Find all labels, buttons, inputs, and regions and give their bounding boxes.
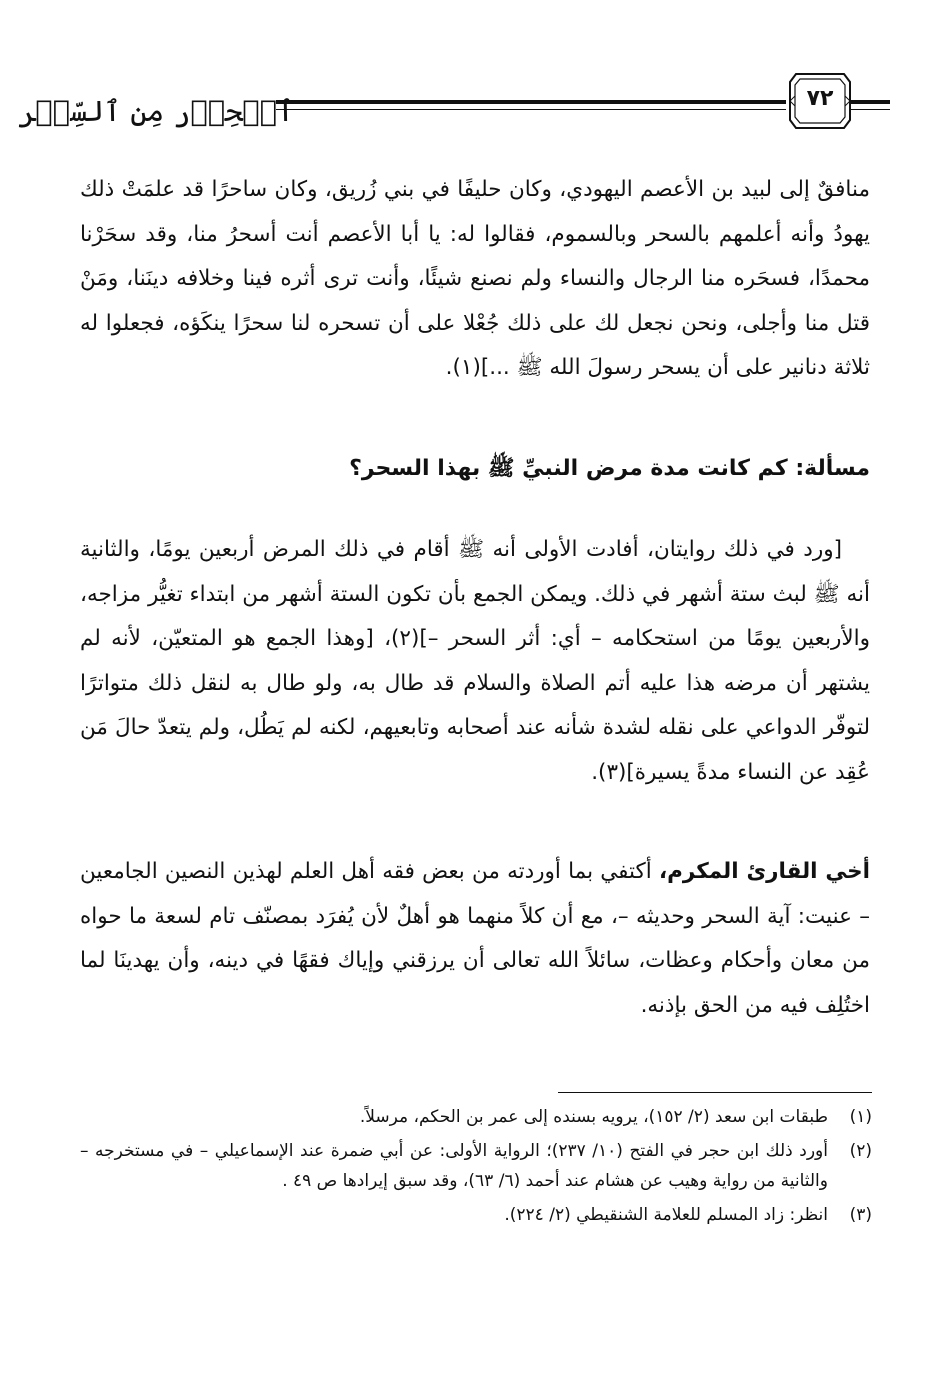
paragraph-1: منافقٌ إلى لبيد بن الأعصم اليهودي، وكان حليفًا في بني زُريق، وكان ساحرًا قد علمَتْ ذلك يهودُ وأنه أعلمهم بالسحر وبالسموم، فقالوا له: يا أبا الأعصم أنت أسحرُ منا، وقد سحَرْنا محمدًا، فسحَره منا الرجال والنساء ولم نصنع شيئًا، وأنت ترى أثره فينا وخلافه دينَنا، ومَنْ قتل منا وأجلى، ونحن نجعل لك على ذلك جُعْلا على أن تسحره لنا سحرًا ينكَؤه، فجعلوا له ثلاثة دنانير على أن يسحر رسولَ الله ﷺ ...](١). xyxy=(80,177,870,380)
footnote-text: انظر: زاد المسلم للعلامة الشنقيطي (٢/ ٢٢٤). xyxy=(504,1205,828,1225)
footnote-text: أورد ذلك ابن حجر في الفتح (١٠/ ٢٣٧)؛ الرواية الأولى: عن أبي ضمرة عند الإسماعيلي – في مستخرجه – والثانية من رواية وهيب عن هشام عند أحمد (٦/ ٦٣)، وقد سبق إيرادها ص ٤٩ . xyxy=(80,1141,828,1191)
page-number: ٧٢ xyxy=(806,86,834,111)
footnote-separator xyxy=(558,1092,872,1093)
footnote-2 xyxy=(80,1136,872,1196)
paragraph-3-text: أكتفي بما أوردته من بعض فقه أهل العلم لهذين النصين الجامعين – عنيت: آية السحر وحديثه –، مع أن كلاً منهما هو أهلٌ لأن يُفرَد بمصنّف تام لسعة ما حواه من معان وأحكام وعظات، سائلاً الله تعالى أن يرزقني وإياك فقهًا في دينه، وأن يهدينَا لما اختُلِف فيه من الحق بإذنه. xyxy=(80,859,870,1018)
page-header xyxy=(18,72,872,132)
footnote-number: (٣) xyxy=(849,1205,872,1225)
running-title: ٱلۡحِذۡر مِن ٱلسِّحۡر xyxy=(18,94,294,128)
paragraph-3 xyxy=(80,850,870,1028)
footnote-3 xyxy=(80,1200,872,1230)
footnote-text: طبقات ابن سعد (٢/ ١٥٢)، يرويه بسنده إلى عمر بن الحكم، مرسلاً. xyxy=(359,1107,828,1127)
footnote-1 xyxy=(80,1102,872,1132)
section-heading: مسألة: كم كانت مدة مرض النبيِّ ﷺ بهذا السحر؟ xyxy=(349,456,870,481)
header-rule-right xyxy=(850,100,890,110)
footnote-number: (١) xyxy=(849,1107,872,1127)
footnote-number: (٢) xyxy=(849,1141,872,1161)
footnotes xyxy=(80,1102,872,1234)
header-rule-left xyxy=(276,100,786,110)
page-number-frame xyxy=(788,72,852,130)
paragraph-3-lead: أخي القارئ المكرم، xyxy=(658,859,870,884)
paragraph-2: [ورد في ذلك روايتان، أفادت الأولى أنه ﷺ أقام في ذلك المرض أربعين يومًا، والثانية أنه ﷺ لبث ستة أشهر في ذلك. ويمكن الجمع بأن تكون الستة أشهر من ابتداء تغيُّر مزاجه، والأربعين يومًا من استحكامه – أي: أثر السحر –](٢)، [وهذا الجمع هو المتعيّن، لأنه لم يشتهر أن مرضه هذا عليه أتم الصلاة والسلام قد طال به، ولو طال به لنقل ذلك متواترًا لتوفّر الدواعي على نقله لشدة شأنه عند أصحابه وتابعيهم، لكنه لم يَطُل، ولم يتعدّ حالَ مَن عُقِد عن النساء مدةً يسيرة](٣). xyxy=(80,537,870,785)
